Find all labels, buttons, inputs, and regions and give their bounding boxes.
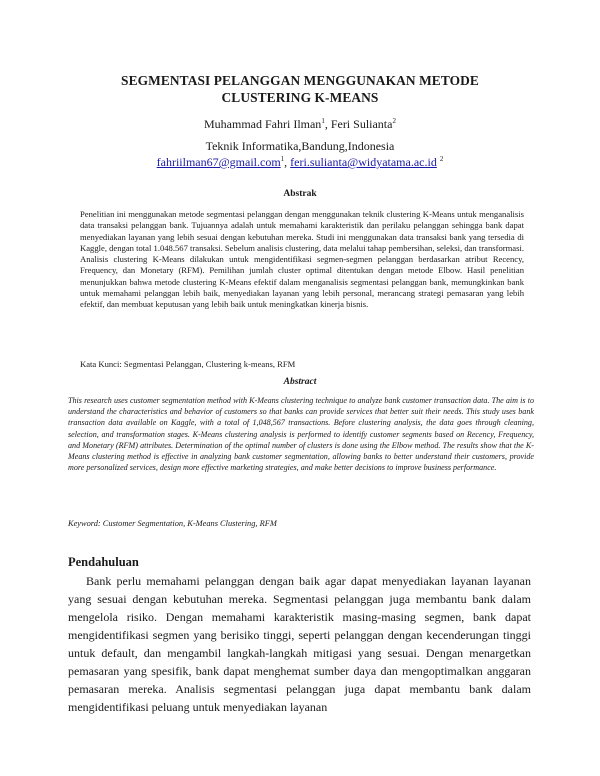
paper-title	[60, 72, 540, 106]
abstract-text: This research uses customer segmentation method with K-Means clustering technique to analyze bank customer transaction data. The aim is to understand the characteristics and behavior of customers so that banks can provide services that better suit their needs. This study uses bank transaction data available on Kaggle, with a total of 1,048,567 transactions. Before clustering analysis, the data goes through cleaning, selection, and transformation stages. K-Means clustering analysis is performed to identify customer segments based on Recency, Frequency, and Monetary (RFM) attributes. Determination of the optimal number of clusters is done using the Elbow method. The results show that the K-Means clustering method is effective in analyzing bank customer segmentation, allowing banks to better understand their customers, provide more personalized services, design more effective marketing strategies, and make better decisions to improve business performance.	[68, 396, 534, 473]
abstrak-text: Penelitian ini menggunakan metode segmentasi pelanggan dengan menggunakan teknik clustering K-Means untuk menganalisis data transaksi pelanggan bank. Tujuannya adalah untuk memahami karakteristik dan perilaku pelanggan sehingga bank dapat menyediakan layanan yang lebih sesuai dengan kebutuhan mereka. Studi ini menggunakan data transaksi bank yang tersedia di Kaggle, dengan total 1.048.567 transaksi. Sebelum analisis clustering, data melalui tahap pembersihan, seleksi, dan transformasi. Analisis clustering K-Means dilakukan untuk mengidentifikasi segmen-segmen pelanggan berdasarkan atribut Recency, Frequency, dan Monetary (RFM). Pemilihan jumlah cluster optimal ditentukan dengan metode Elbow. Hasil penelitian menunjukkan bahwa metode clustering K-Means efektif dalam menganalisis segmentasi pelanggan bank, memungkinkan bank untuk memahami pelanggan lebih baik, menyediakan layanan yang lebih personal, merancang strategi pemasaran yang lebih efektif, dan membuat keputusan yang lebih baik untuk meningkatkan kinerja bisnis.	[80, 209, 524, 310]
section-heading-pendahuluan: Pendahuluan	[68, 555, 139, 569]
email-line	[60, 155, 540, 169]
email-1-link[interactable]: fahriilman67@gmail.com	[156, 155, 281, 169]
author-1: Muhammad Fahri Ilman	[204, 117, 322, 131]
kata-kunci: Kata Kunci: Segmentasi Pelanggan, Clustering k-means, RFM	[80, 359, 296, 369]
author-1-sup: 1	[321, 117, 325, 125]
author-2: Feri Sulianta	[330, 117, 393, 131]
title-line-1: SEGMENTASI PELANGGAN MENGGUNAKAN METODE	[121, 73, 479, 88]
title-line-2: CLUSTERING K-MEANS	[221, 90, 379, 105]
abstrak-heading: Abstrak	[283, 189, 317, 199]
author-2-sup: 2	[392, 117, 396, 125]
abstract-heading: Abstract	[283, 377, 317, 387]
author-line	[60, 117, 540, 131]
keyword-line: Keyword: Customer Segmentation, K-Means Clustering, RFM	[68, 519, 277, 528]
email-2-link[interactable]: feri.sulianta@widyatama.ac.id	[290, 155, 437, 169]
intro-paragraph: Bank perlu memahami pelanggan dengan baik agar dapat menyediakan layanan layanan yang sesuai dengan kebutuhan mereka. Segmentasi pelanggan juga membantu bank dalam mengelola risiko. Dengan memahami karakteristik masing-masing segmen, bank dapat mengidentifikasi segmen yang berisiko tinggi, seperti pelanggan dengan kecenderungan tinggi untuk default, dan mengambil langkah-langkah mitigasi yang sesuai. Dengan menargetkan pemasaran yang spesifik, bank dapat menghemat sumber daya dan mengoptimalkan anggaran pemasaran mereka. Analisis segmentasi pelanggan juga dapat membantu bank dalam mengidentifikasi peluang untuk menyediakan layanan	[68, 574, 531, 714]
affiliation: Teknik Informatika,Bandung,Indonesia	[205, 139, 395, 153]
email-1-sup: 1	[280, 155, 285, 163]
email-2-sup: 2	[439, 155, 444, 163]
email-separator: ,	[284, 155, 291, 169]
author-separator: ,	[324, 117, 331, 131]
